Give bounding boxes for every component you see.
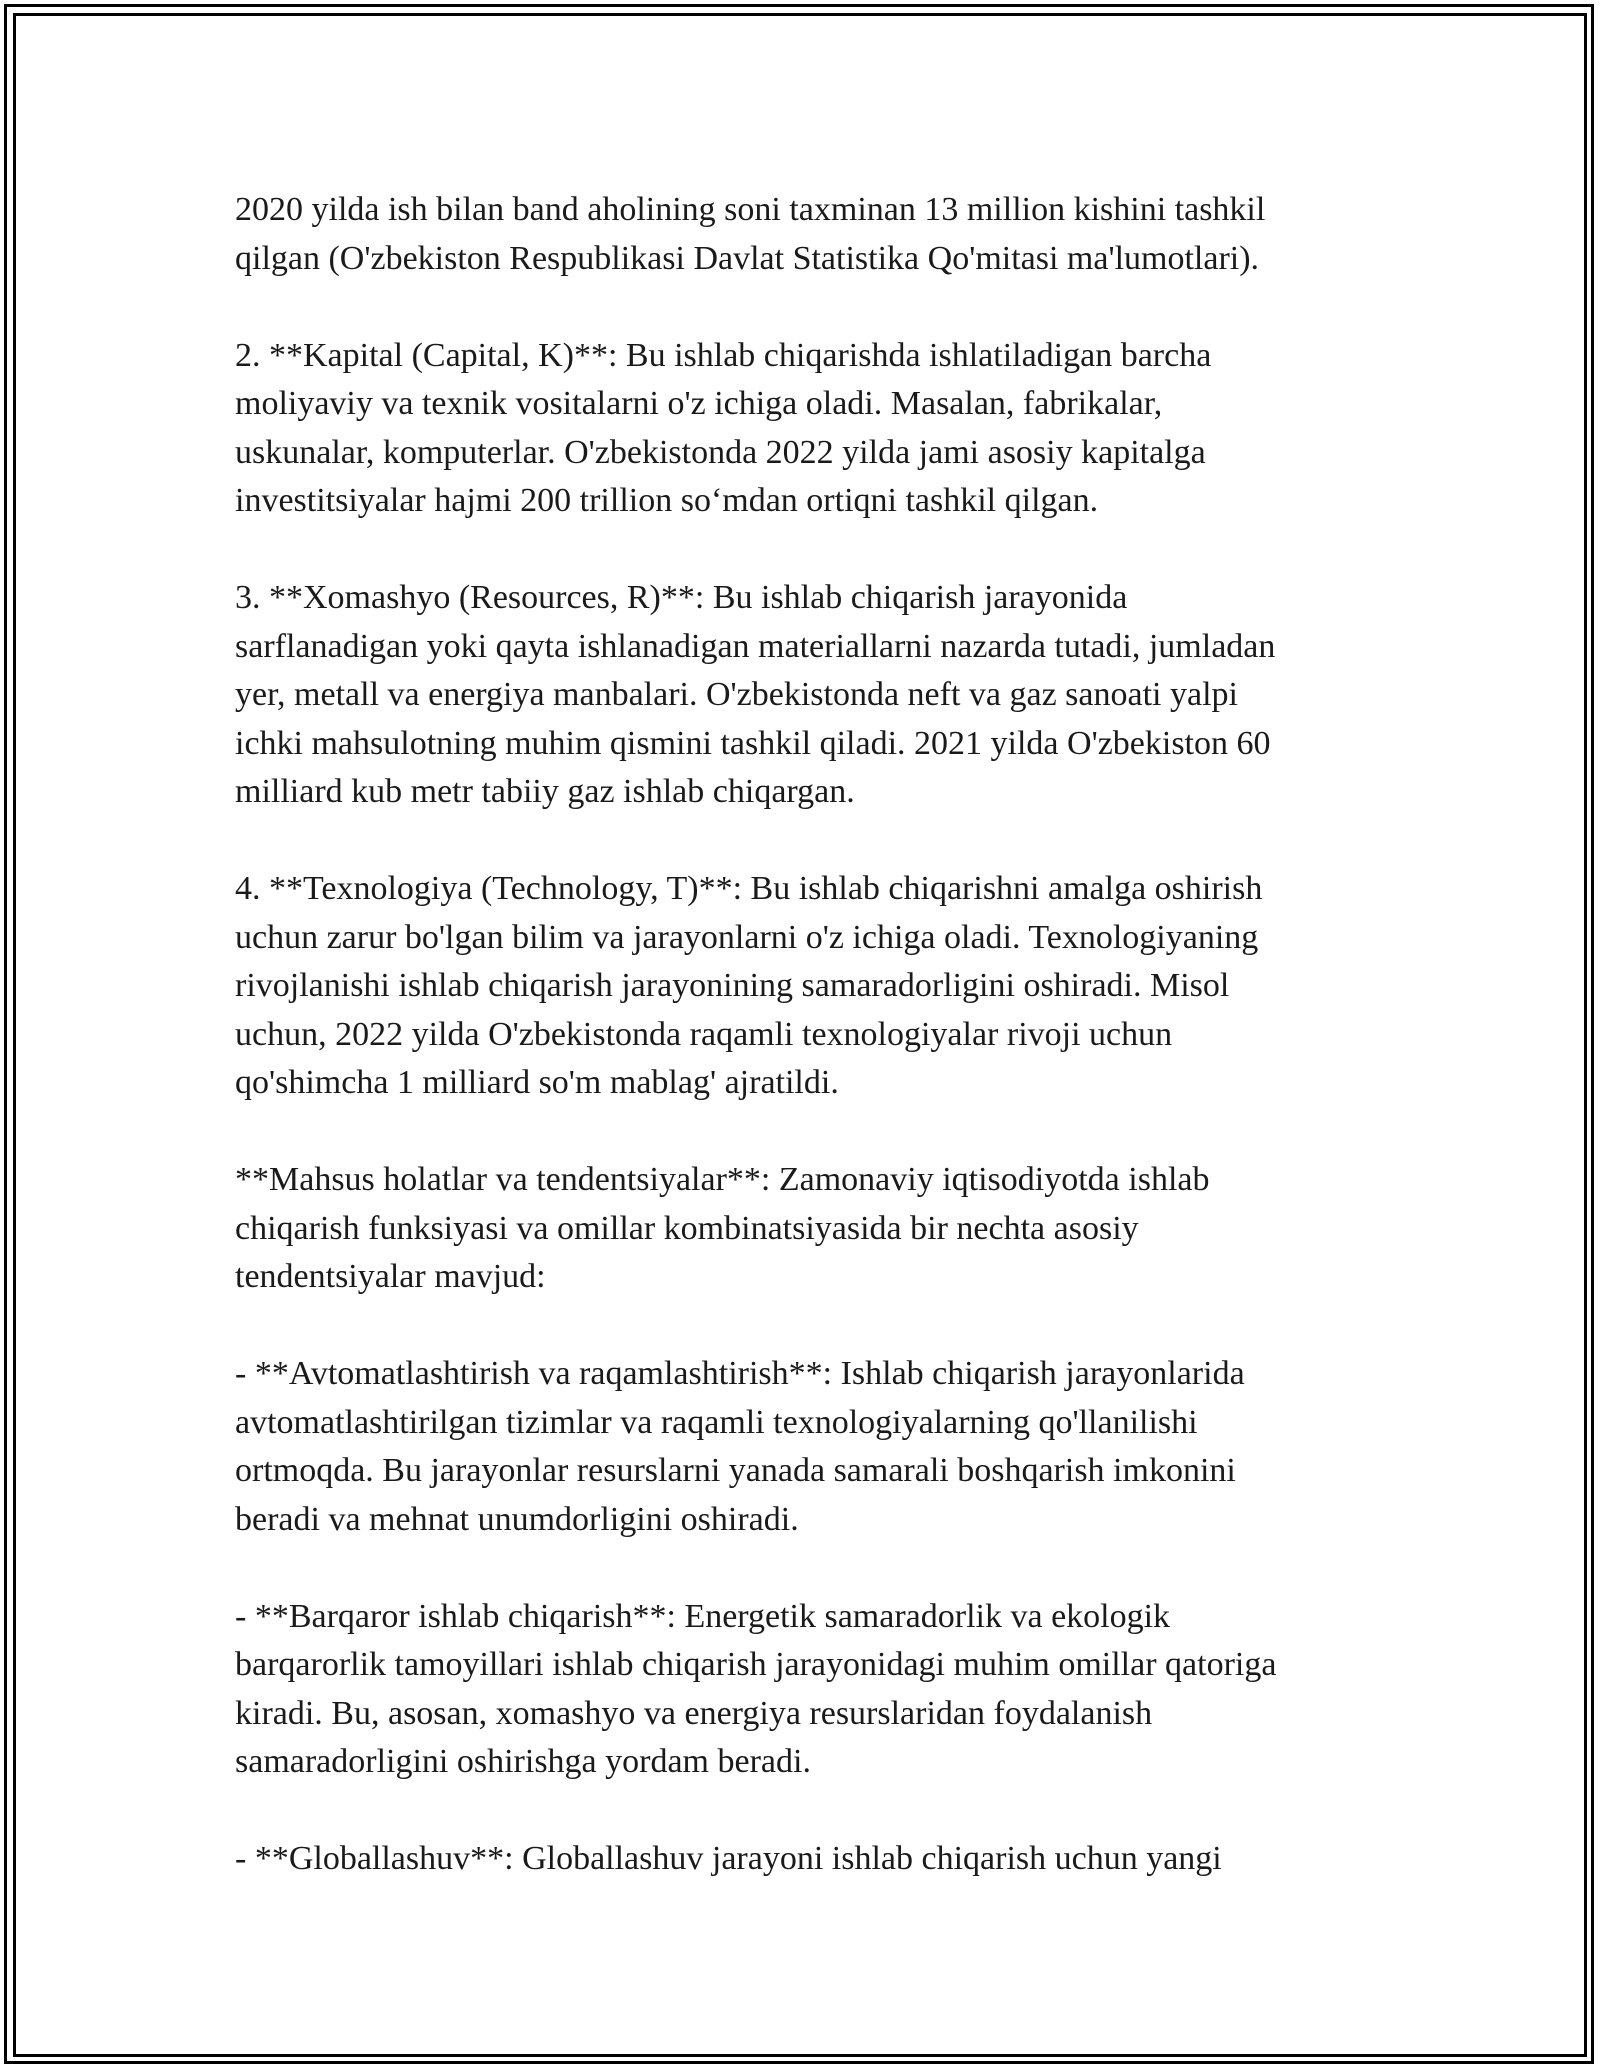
- text-line: beradi va mehnat unumdorligini oshiradi.: [235, 1500, 799, 1538]
- paragraph-globalization: [235, 1835, 1415, 1884]
- paragraph-automation: [235, 1350, 1415, 1544]
- text-line: qilgan (O'zbekiston Respublikasi Davlat Statistika Qo'mitasi ma'lumotlari).: [235, 239, 1260, 277]
- text-line: investitsiyalar hajmi 200 trillion so‘mdan ortiqni tashkil qilgan.: [235, 482, 1099, 519]
- text-line: chiqarish funksiyasi va omillar kombinatsiyasida bir nechta asosiy: [235, 1209, 1139, 1247]
- paragraph-capital: [235, 332, 1415, 526]
- text-line: - **Globallashuv**: Globallashuv jarayoni ishlab chiqarish uchun yangi: [235, 1840, 1222, 1877]
- text-line: 4. **Texnologiya (Technology, T)**: Bu ishlab chiqarishni amalga oshirish: [235, 870, 1263, 907]
- text-line: samaradorligini oshirishga yordam beradi.: [235, 1743, 811, 1780]
- text-line: rivojlanishi ishlab chiqarish jarayonining samaradorligini oshiradi. Misol: [235, 967, 1230, 1004]
- text-line: 2020 yilda ish bilan band aholining soni taxminan 13 million kishini tashkil: [235, 191, 1266, 228]
- document-body: [235, 186, 1415, 1932]
- text-line: barqarorlik tamoyillari ishlab chiqarish jarayonidagi muhim omillar qatoriga: [235, 1646, 1277, 1683]
- text-line: kiradi. Bu, asosan, xomashyo va energiya resurslaridan foydalanish: [235, 1694, 1153, 1732]
- text-line: - **Barqaror ishlab chiqarish**: Energetik samaradorlik va ekologik: [235, 1597, 1171, 1635]
- paragraph-trends-intro: [235, 1156, 1415, 1302]
- text-line: ortmoqda. Bu jarayonlar resurslarni yanada samarali boshqarish imkonini: [235, 1452, 1236, 1489]
- text-line: 3. **Xomashyo (Resources, R)**: Bu ishlab chiqarish jarayonida: [235, 579, 1128, 616]
- text-line: tendentsiyalar mavjud:: [235, 1258, 546, 1295]
- paragraph-employment: [235, 186, 1415, 283]
- text-line: yer, metall va energiya manbalari. O'zbekistonda neft va gaz sanoati yalpi: [235, 676, 1238, 713]
- text-line: uskunalar, komputerlar. O'zbekistonda 2022 yilda jami asosiy kapitalga: [235, 433, 1206, 471]
- text-line: sarflanadigan yoki qayta ishlanadigan materiallarni nazarda tutadi, jumladan: [235, 627, 1276, 665]
- text-line: uchun zarur bo'lgan bilim va jarayonlarni o'z ichiga oladi. Texnologiyaning: [235, 918, 1259, 956]
- text-line: milliard kub metr tabiiy gaz ishlab chiqargan.: [235, 773, 855, 810]
- text-line: qo'shimcha 1 milliard so'm mablag' ajratildi.: [235, 1064, 839, 1101]
- paragraph-resources: [235, 574, 1415, 817]
- paragraph-technology: [235, 865, 1415, 1108]
- text-line: ichki mahsulotning muhim qismini tashkil qiladi. 2021 yilda O'zbekiston 60: [235, 724, 1271, 762]
- text-line: 2. **Kapital (Capital, K)**: Bu ishlab chiqarishda ishlatiladigan barcha: [235, 336, 1212, 374]
- text-line: avtomatlashtirilgan tizimlar va raqamli texnologiyalarning qo'llanilishi: [235, 1403, 1198, 1441]
- text-line: uchun, 2022 yilda O'zbekistonda raqamli texnologiyalar rivoji uchun: [235, 1015, 1173, 1053]
- paragraph-sustainable: [235, 1593, 1415, 1787]
- text-line: moliyaviy va texnik vositalarni o'z ichiga oladi. Masalan, fabrikalar,: [235, 385, 1163, 422]
- text-line: **Mahsus holatlar va tendentsiyalar**: Zamonaviy iqtisodiyotda ishlab: [235, 1161, 1210, 1198]
- text-line: - **Avtomatlashtirish va raqamlashtirish**: Ishlab chiqarish jarayonlarida: [235, 1355, 1245, 1392]
